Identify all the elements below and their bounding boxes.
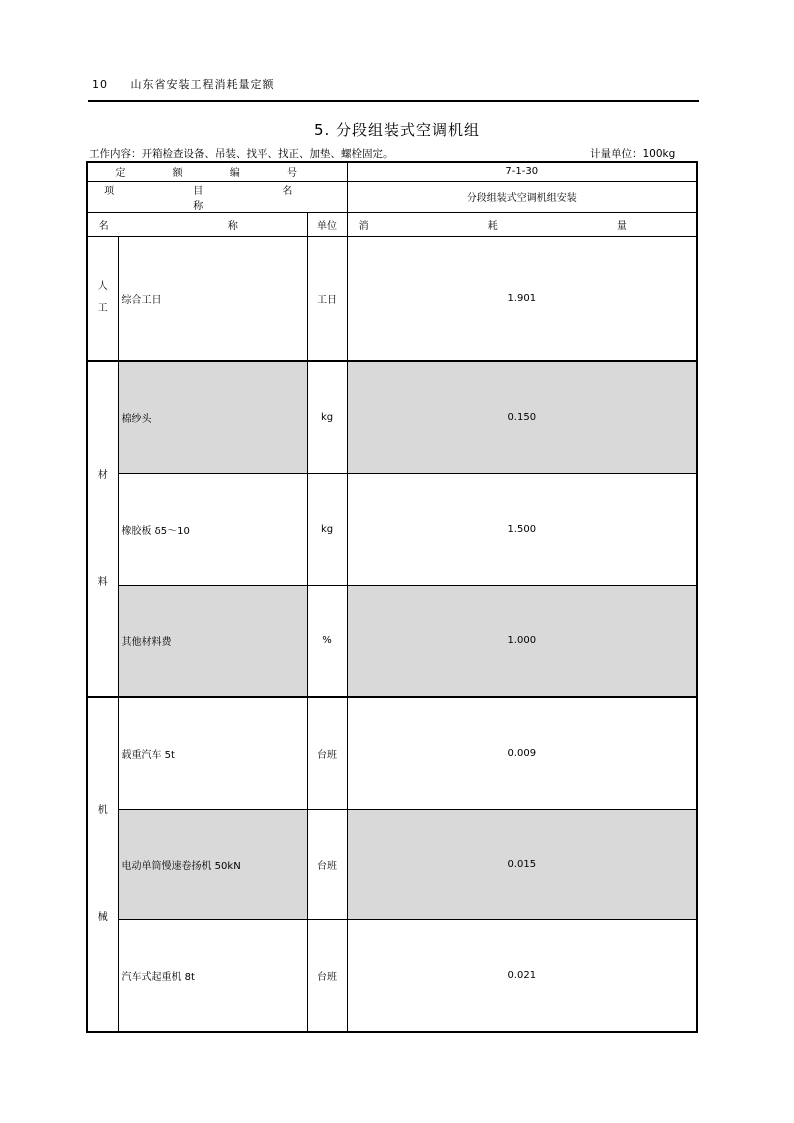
row-unit: 工日 xyxy=(307,236,347,361)
unit-of-measure: 计量单位：100kg xyxy=(590,148,676,160)
row-unit: kg xyxy=(307,361,347,473)
col-consumption-header: 消 耗 量 xyxy=(347,212,697,236)
row-value: 0.150 xyxy=(347,361,697,473)
col-unit-header: 单位 xyxy=(307,212,347,236)
item-name-row xyxy=(87,181,697,212)
quota-table xyxy=(86,161,698,1033)
row-value: 0.021 xyxy=(347,919,697,1032)
quota-code-label: 定 额 编 号 xyxy=(87,162,347,181)
row-value: 1.901 xyxy=(347,236,697,361)
row-value: 0.009 xyxy=(347,697,697,809)
row-unit: 台班 xyxy=(307,809,347,919)
row-name: 综合工日 xyxy=(118,236,307,361)
column-header-row xyxy=(87,212,697,236)
work-content: 工作内容：开箱检查设备、吊装、找平、找正、加垫、螺栓固定。 xyxy=(89,148,394,160)
item-name-label: 项 目 名 称 xyxy=(87,181,347,212)
book-title: 山东省安装工程消耗量定额 xyxy=(130,78,275,91)
row-name: 电动单筒慢速卷扬机 50kN xyxy=(118,809,307,919)
row-unit: 台班 xyxy=(307,697,347,809)
table-row xyxy=(87,473,697,585)
row-name: 其他材料费 xyxy=(118,585,307,697)
page-number: 10 xyxy=(92,78,108,91)
category-labor: 人 工 xyxy=(87,236,118,361)
row-value: 1.000 xyxy=(347,585,697,697)
row-unit: kg xyxy=(307,473,347,585)
header-rule xyxy=(88,100,699,102)
table-row xyxy=(87,585,697,697)
row-value: 1.500 xyxy=(347,473,697,585)
row-name: 汽车式起重机 8t xyxy=(118,919,307,1032)
running-header xyxy=(92,76,275,92)
table-row xyxy=(87,697,697,809)
col-name-header: 名 称 xyxy=(87,212,307,236)
table-row xyxy=(87,919,697,1032)
item-name: 分段组装式空调机组安装 xyxy=(347,181,697,212)
row-value: 0.015 xyxy=(347,809,697,919)
category-machine: 机 械 xyxy=(87,697,118,1032)
row-name: 橡胶板 δ5～10 xyxy=(118,473,307,585)
table-row xyxy=(87,361,697,473)
quota-code-row xyxy=(87,162,697,181)
row-name: 棉纱头 xyxy=(118,361,307,473)
section-title: 5. 分段组装式空调机组 xyxy=(313,121,481,139)
table-row xyxy=(87,809,697,919)
row-name: 载重汽车 5t xyxy=(118,697,307,809)
table-row xyxy=(87,236,697,361)
row-unit: % xyxy=(307,585,347,697)
row-unit: 台班 xyxy=(307,919,347,1032)
category-material: 材 料 xyxy=(87,361,118,697)
quota-code: 7-1-30 xyxy=(347,162,697,181)
